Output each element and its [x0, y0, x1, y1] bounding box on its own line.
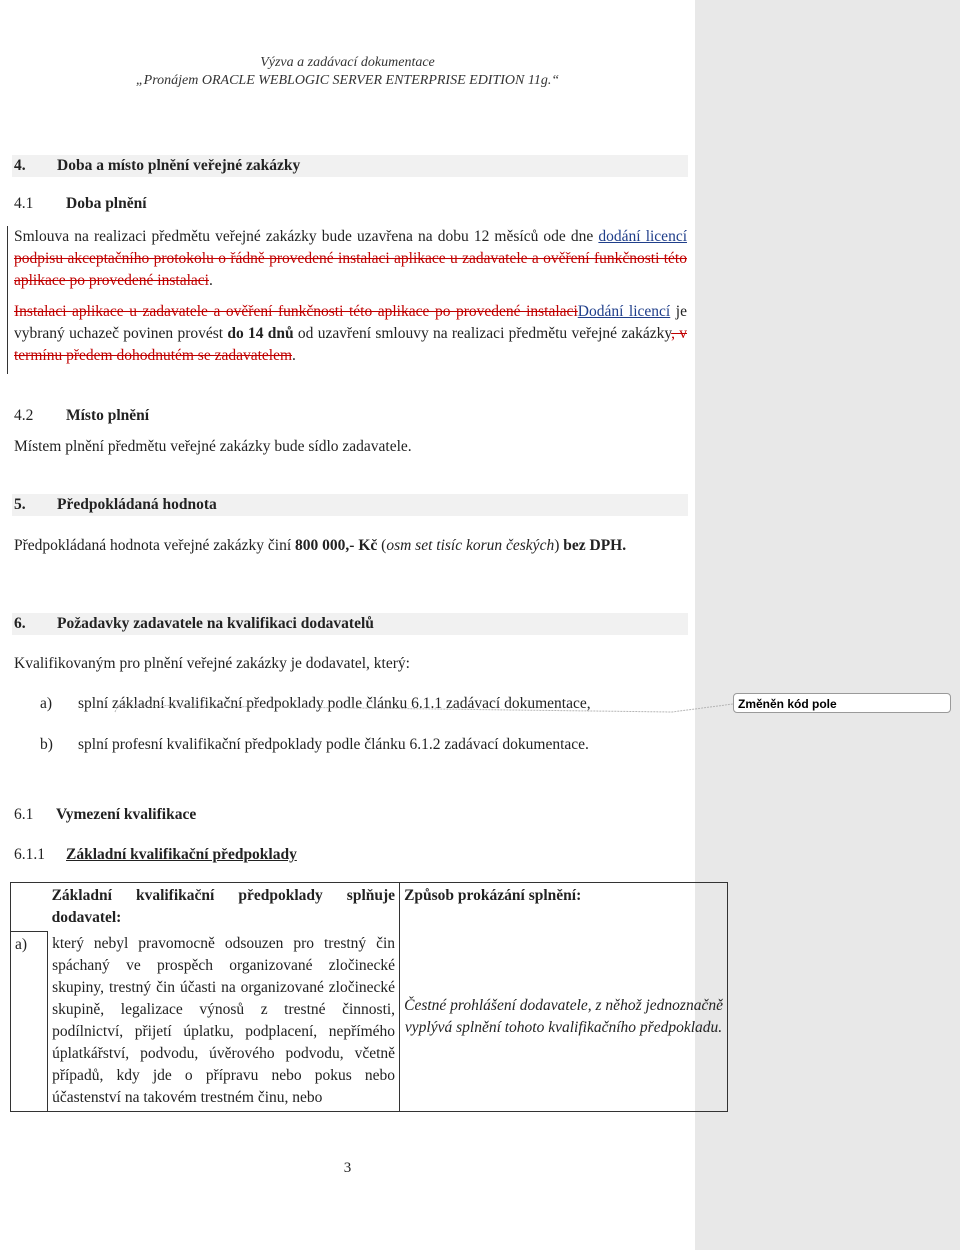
section-6-heading [12, 613, 688, 635]
markup-margin-pane [695, 0, 960, 1250]
contract-term-text: Smlouva na realizaci předmětu veřejné zakázky bude uzavřena na dobu 12 měsíců ode dne [14, 228, 594, 245]
section-5-title: Předpokládaná hodnota [57, 496, 217, 513]
qualification-table [10, 882, 728, 1112]
section-4-heading [12, 155, 688, 177]
section-4-2-number: 4.2 [14, 407, 34, 424]
change-bar [7, 226, 8, 374]
table-row-label: a) [11, 931, 48, 1112]
section-6-1-number: 6.1 [14, 806, 34, 823]
paragraph-contract-term [14, 226, 687, 292]
delivery-text-2: od uzavření smlouvy na realizaci předmětu veřejné zakázky [293, 325, 672, 342]
section-4-1-title: Doba plnění [66, 195, 147, 212]
table-cell [11, 883, 48, 932]
section-6-1-title: Vymezení kvalifikace [56, 806, 197, 823]
page-number: 3 [343, 1160, 352, 1176]
delivery-deadline: do 14 dnů [227, 325, 294, 342]
comment-balloon[interactable]: Změněn kód pole [733, 693, 951, 713]
period: . [292, 347, 296, 364]
list-item-label: a) [40, 695, 53, 712]
paragraph-delivery [14, 301, 687, 367]
inserted-text: dodání licencí [598, 228, 688, 245]
table-header-proof: Způsob prokázání splnění: [400, 883, 728, 932]
table-cell-requirement: který nebyl pravomocně odsouzen pro trestný čin spáchaný ve prospěch organizované zločinecké skupiny, trestný čin účasti na organizované zločinecké skupině, legalizace výnosů z trestné činnosti, podílnictví, přijetí úplatku, podplacení, nepřímého úplatkářství, podvodu, úvěrového podvodu, včetně případů, kdy jde o přípravu nebo pokus nebo účastenství na takovém trestném činu, nebo [48, 931, 400, 1112]
list-item-text: splní základní kvalifikační předpoklady podle článku 6.1.1 zadávací dokumentace, [78, 695, 591, 712]
header-line-1: Výzva a zadávací dokumentace [260, 55, 435, 70]
paren-close: ) [554, 537, 564, 554]
table-header-row [11, 883, 728, 932]
proof-text: Čestné prohlášení dodavatele, z něhož jednoznačně vyplývá splnění tohoto kvalifikačního předpokladu. [404, 997, 723, 1036]
inserted-text: Dodání licencí [577, 303, 671, 320]
excluding-vat: bez DPH. [563, 537, 627, 554]
place-of-performance-text: Místem plnění předmětu veřejné zakázky bude sídlo zadavatele. [14, 438, 412, 455]
section-6-number: 6. [14, 615, 26, 632]
section-4-title: Doba a místo plnění veřejné zakázky [57, 157, 301, 174]
table-header-requirement: Základní kvalifikační předpoklady splňuje dodavatel: [48, 883, 400, 932]
deleted-text: , v termínu předem dohodnutém se zadavatelem [14, 325, 688, 364]
deleted-text: Instalaci aplikace u zadavatele a ověření funkčnosti této aplikace po provedené instalaci [14, 303, 578, 320]
section-4-1-number: 4.1 [14, 195, 34, 212]
paren-open: ( [377, 537, 387, 554]
section-4-2-title: Místo plnění [66, 407, 150, 424]
table-cell-proof [400, 931, 728, 1112]
estimated-value-text: Předpokládaná hodnota veřejné zakázky činí [14, 537, 296, 554]
deleted-text: podpisu akceptačního protokolu o řádně provedené instalaci aplikace u zadavatele a ověření funkčnosti této aplikace po provedené instalaci [14, 250, 687, 289]
header-line-2: „Pronájem ORACLE WEBLOGIC SERVER ENTERPRISE EDITION 11g.“ [135, 73, 560, 88]
estimated-value-amount: 800 000,- Kč [295, 537, 378, 554]
section-5-number: 5. [14, 496, 26, 513]
paragraph-estimated-value [14, 535, 687, 557]
section-5-heading [12, 494, 688, 516]
section-4-number: 4. [14, 157, 26, 174]
qualification-intro: Kvalifikovaným pro plnění veřejné zakázky je dodavatel, který: [14, 655, 410, 672]
period: . [208, 272, 213, 289]
section-6-title: Požadavky zadavatele na kvalifikaci dodavatelů [57, 615, 374, 632]
section-6-1-1-number: 6.1.1 [14, 846, 45, 863]
delivery-text: je vybraný uchazeč povinen provést [14, 303, 687, 342]
estimated-value-words: osm set tisíc korun českých [386, 537, 555, 554]
section-6-1-1-title: Základní kvalifikační předpoklady [66, 846, 297, 863]
list-item-text: splní profesní kvalifikační předpoklady podle článku 6.1.2 zadávací dokumentace. [78, 736, 589, 753]
table-row [11, 931, 728, 1112]
list-item-label: b) [40, 736, 53, 753]
